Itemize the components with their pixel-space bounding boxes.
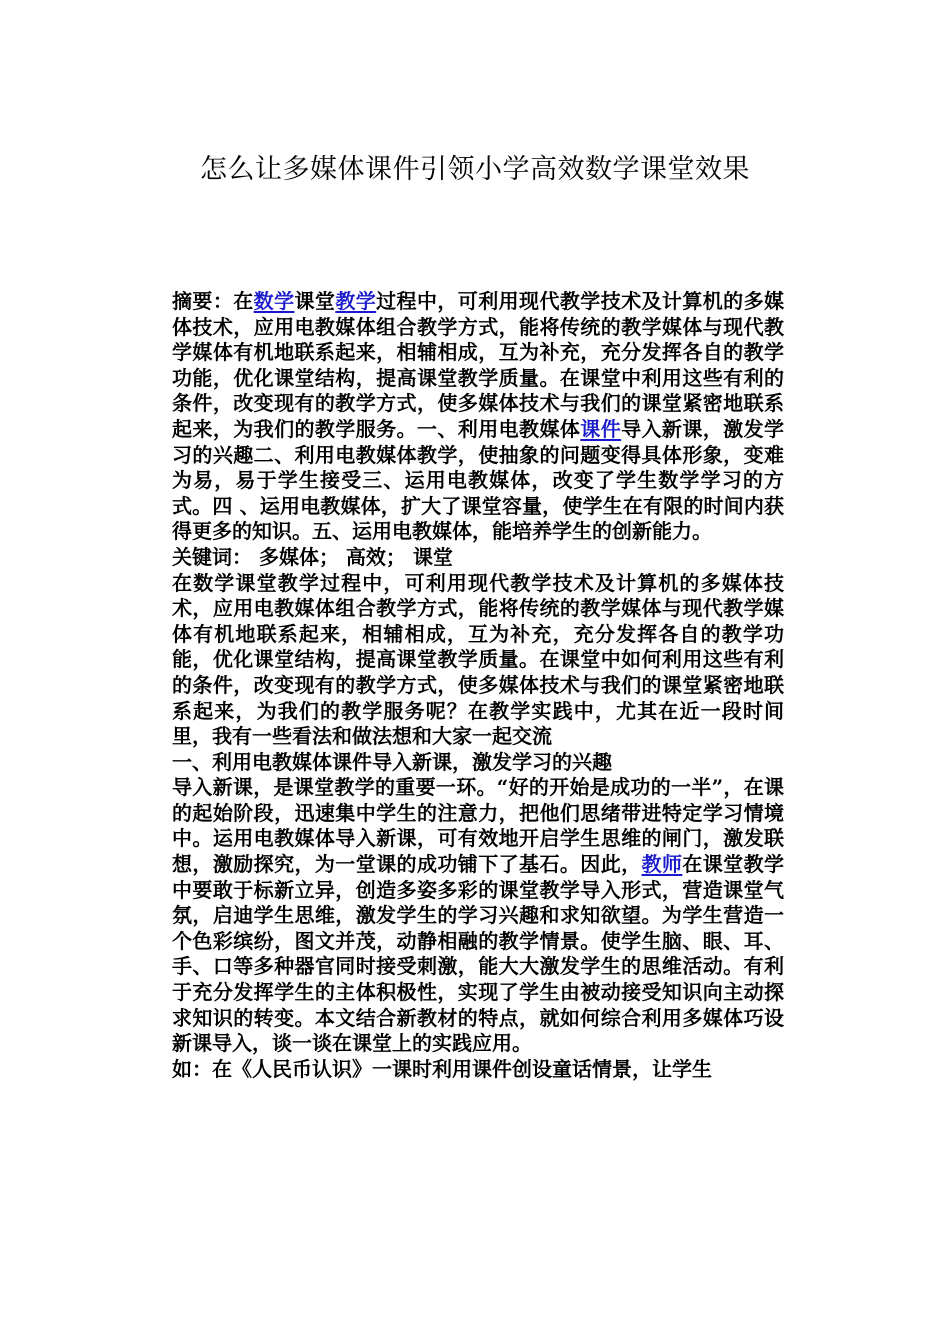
section-1-text-2: 在课堂教学中要敢于标新立异，创造多姿多彩的课堂教学导入形式，营造课堂气氛，启迪学生思维，激发学生的学习兴趣和求知欲望。为学生营造一个色彩缤纷，图文并茂，动静相融的教学情景。使学生脑、眼、耳、手、口等多种器官同时接受刺激，能大大激发学生的思维活动。有利于充分发挥学生的主体积极性，实现了学生由被动接受知识向主动探求知识的转变。本文结合新教材的特点，就如何综合利用多媒体巧设新课导入，谈一谈在课堂上的实践应用。 [172, 852, 785, 1056]
section-heading-1: 一、利用电教媒体课件导入新课，激发学习的兴趣 [172, 749, 612, 774]
link-math[interactable]: 数学 [253, 289, 295, 313]
document-body [172, 289, 784, 1082]
document-title: 怎么让多媒体课件引领小学高效数学课堂效果 [200, 154, 750, 185]
example-paragraph: 如：在《人民币认识》一课时利用课件创设童话情景，让学生 [172, 1056, 712, 1081]
intro-paragraph: 在数学课堂教学过程中，可利用现代教学技术及计算机的多媒体技术，应用电教媒体组合教学方式，能将传统的教学媒体与现代教学媒体有机地联系起来，相辅相成，互为补充，充分发挥各自的教学功能，优化课堂结构，提高课堂教学质量。在课堂中如何利用这些有利的条件，改变现有的教学方式，使多媒体技术与我们的课堂紧密地联系起来，为我们的教学服务呢？在教学实践中，尤其在近一段时间里，我有一些看法和做法想和大家一起交流 [172, 570, 784, 749]
link-teaching[interactable]: 教学 [335, 289, 377, 313]
abstract-text-1: 摘要：在 [172, 289, 254, 313]
abstract-text-2: 课堂 [294, 289, 336, 313]
abstract-text-4: 导入新课，激发学习的兴趣二、利用电教媒体教学，使抽象的问题变得具体形象，变难为易，易于学生接受三、运用电教媒体，改变了学生数学学习的方式。四 、运用电教媒体，扩大了课堂容量，使学生在有限的时间内获得更多的知识。五、运用电教媒体，能培养学生的创新能力。 [172, 416, 785, 544]
section-1-text-1: 导入新课，是课堂教学的重要一环。“好的开始是成功的一半”，在课的起始阶段，迅速集中学生的注意力，把他们思绪带进特定学习情境中。运用电教媒体导入新课，可有效地开启学生思维的闸门，激发联想，激励探究，为一堂课的成功铺下了基石。因此， [172, 775, 784, 877]
abstract-paragraph [172, 289, 784, 545]
link-teacher[interactable]: 教师 [641, 852, 683, 877]
keywords-line: 关键词： 多媒体； 高效； 课堂 [172, 544, 453, 569]
section-1-paragraph [172, 775, 784, 1057]
abstract-text-3: 过程中，可利用现代教学技术及计算机的多媒体技术，应用电教媒体组合教学方式，能将传统的教学媒体与现代教学媒体有机地联系起来，相辅相成，互为补充，充分发挥各自的教学功能，优化课堂结构，提高课堂教学质量。在课堂中利用这些有利的条件，改变现有的教学方式，使多媒体技术与我们的课堂紧密地联系起来，为我们的教学服务。一、利用电教媒体 [172, 289, 785, 441]
link-courseware[interactable]: 课件 [580, 416, 622, 441]
